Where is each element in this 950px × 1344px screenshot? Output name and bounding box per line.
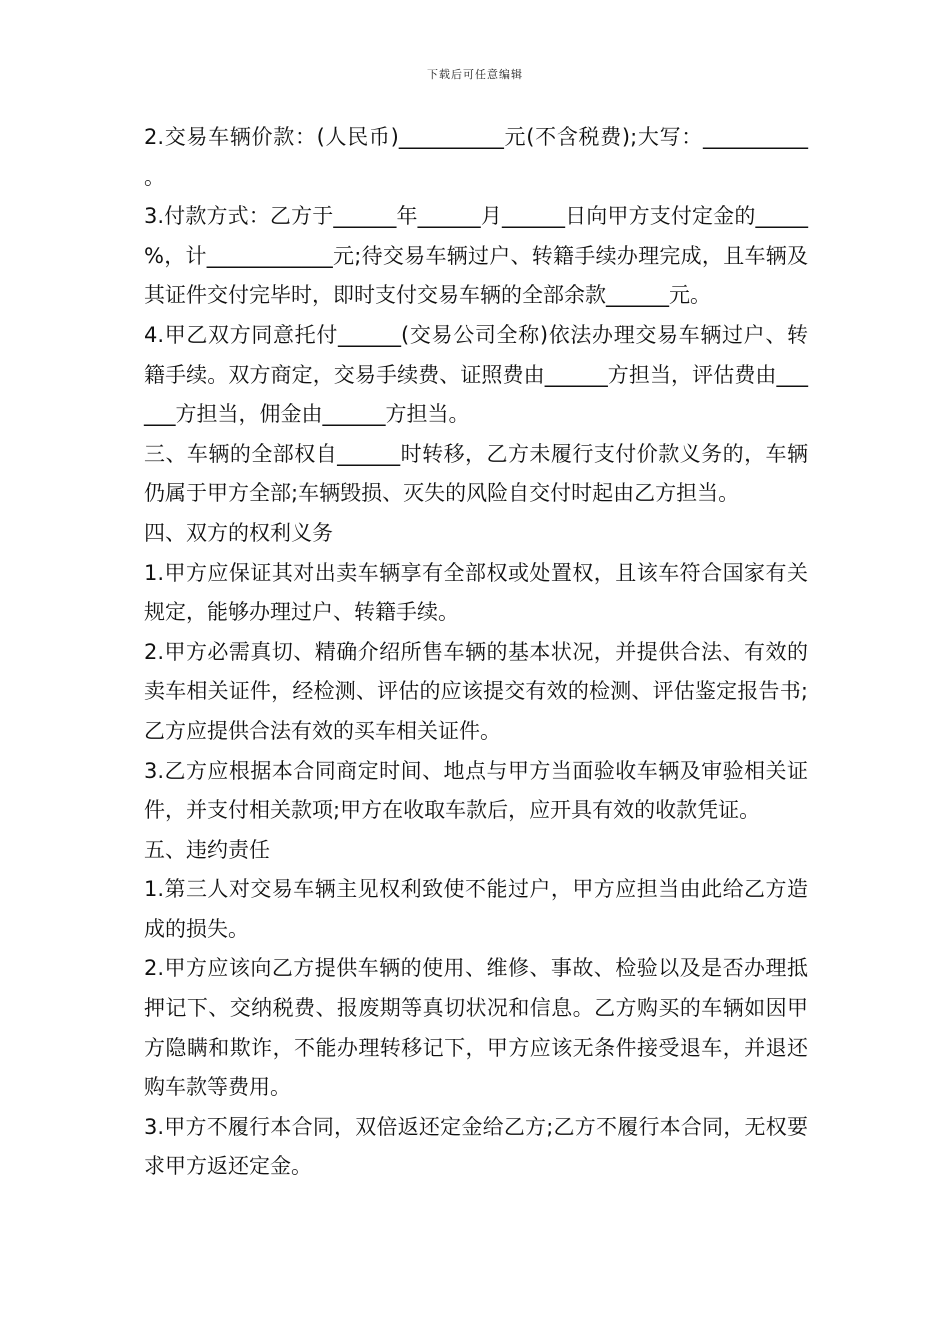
section-heading-liability: 五、违约责任: [144, 837, 270, 862]
clause-payment: 3.付款方式：乙方于______年______月______日向甲方支付定金的_____%，计____________元;待交易车辆过户、转籍手续办理完成，且车辆及其证件交付完毕时，即时支付交易车辆的全部余款______元。: [144, 204, 808, 308]
section-ownership: 三、车辆的全部权自______时转移，乙方未履行支付价款义务的，车辆仍属于甲方全部;车辆毁损、灭失的风险自交付时起由乙方担当。: [144, 441, 808, 506]
clause-price: 2.交易车辆价款：(人民币)__________元(不含税费);大写：__________。: [144, 125, 808, 189]
document-body: [144, 118, 808, 1187]
section-heading-rights: 四、双方的权利义务: [144, 520, 333, 545]
rights-item-1: 1.甲方应保证其对出卖车辆享有全部权或处置权，且该车符合国家有关规定，能够办理过户、转籍手续。: [144, 560, 808, 625]
liability-item-3: 3.甲方不履行本合同，双倍返还定金给乙方;乙方不履行本合同，无权要求甲方返还定金。: [144, 1114, 808, 1179]
page-header: 下载后可任意编辑: [427, 68, 523, 81]
rights-item-3: 3.乙方应根据本合同商定时间、地点与甲方当面验收车辆及审验相关证件，并支付相关款项;甲方在收取车款后，应开具有效的收款凭证。: [144, 758, 808, 823]
rights-item-2: 2.甲方必需真切、精确介绍所售车辆的基本状况，并提供合法、有效的卖车相关证件，经检测、评估的应该提交有效的检测、评估鉴定报告书;乙方应提供合法有效的买车相关证件。: [144, 639, 808, 743]
liability-item-2: 2.甲方应该向乙方提供车辆的使用、维修、事故、检验以及是否办理抵押记下、交纳税费、报废期等真切状况和信息。乙方购买的车辆如因甲方隐瞒和欺诈，不能办理转移记下，甲方应该无条件接受退车，并退还购车款等费用。: [144, 956, 808, 1100]
clause-transfer-agent: 4.甲乙双方同意托付______(交易公司全称)依法办理交易车辆过户、转籍手续。双方商定，交易手续费、证照费由______方担当，评估费由______方担当，佣金由______方担当。: [144, 322, 808, 427]
liability-item-1: 1.第三人对交易车辆主见权利致使不能过户，甲方应担当由此给乙方造成的损失。: [144, 877, 808, 941]
